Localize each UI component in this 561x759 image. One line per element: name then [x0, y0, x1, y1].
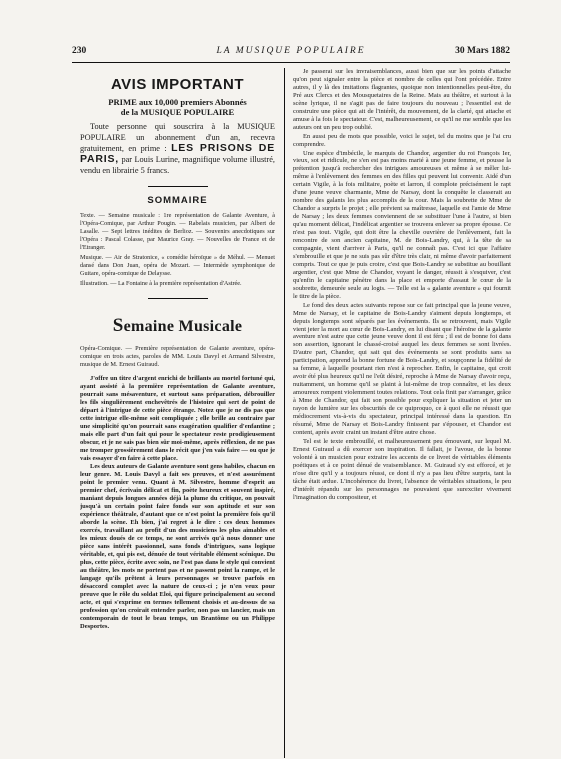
section-rule: [148, 186, 208, 187]
sommaire-texte: Texte. — Semaine musicale : 1re représentation de Galante Aventure, à l'Opéra-Comique, par Arthur Pougin. — Rabelais musicien, par Albert de Lasalle. — Sept lettres inédites de Berlioz. — Souvenirs anecdotiques sur l'Opéra : Pascal Colasse, par Maurice Gray. — Nouvelles de France et de l'Etranger.: [80, 212, 275, 251]
paragraph: Le fond des deux actes suivants repose sur ce fait principal que la jeune veuve, Mme de Narsay, et le capitaine de Bois-Landry s'aiment depuis longtemps, et depuis longtemps sont séparés par les événements. Ils se retrouvent, mais Vigile vient jeter la mort au cœur de Bois-Landry, en lui disant que l'héroïne de la galante aventure n'est autre que cette jeune veuve dont il est féru ; il est de bonne foi dans son assertion, ignorant le chassé-croisé auquel les deux femmes se sont livrées. D'autre part, Chandor, qui sait qui des événements se sont produits sans sa participation, apprend la bonne fortune de Bois-Landry, et soupçonne la fidélité de sa femme, à laquelle pourtant rien n'est à reprocher. Enfin, le capitaine, qui croit avoir été plus heureux qu'il ne l'eût désiré, reproche à Mme de Narsay d'avoir reçu, nuitamment, un homme qu'il se plaint à lui-même de trop connaître, et les deux amoureux rompent violemment toutes relations. Tout cela finit par s'arranger, grâce à Mme de Chandor, qui fait son possible pour expliquer la situation et jeter un rayon de lumière sur les obscurités de ce quiproquo, ce à quoi elle ne réussit que médiocrement vis-à-vis du spectateur, principal intéressé dans la question. En résumé, Mme de Narsay et Bois-Landry finissent par s'épouser, et Chandor est content, après avoir craint un instant d'être autre chose.: [293, 301, 511, 436]
sommaire-musique: Musique. — Air de Stratonice, « comédie héroïque » de Méhul. — Menuet dansé dans Don Juan, opéra de Mozart. — Intermède symphonique de Guitare, opéra-comique de Delaysse.: [80, 254, 275, 277]
header-rule: [72, 62, 510, 63]
paragraph: Tel est le texte embrouillé, et malheureusement peu émouvant, sur lequel M. Ernest Guiraud a dû exercer son inspiration. Il fallait, je l'avoue, de la bonne volonté à un musicien pour extraire les accents de ce livret de véritables éléments poétiques et à ce point dénué de vraisemblance. M. Guiraud s'y est efforcé, et je n'ose dire qu'il y a toujours réussi, ce dont il n'y a pas lieu d'être surpris, tant la tâche était ardue. L'incohérence du livret, l'absence de véritables situations, le peu d'intérêt répandu sur les personnages ne pouvaient que surexciter vivement l'imagination du compositeur, et: [293, 437, 511, 501]
section-rule-2: [148, 298, 208, 299]
right-column: [293, 68, 511, 758]
paragraph: Je passerai sur les invraisemblances, aussi bien que sur les points d'attache qu'on peut signaler entre la pièce et nombre de celles qui l'ont précédée. Entre autres, il y là des imitations flagrantes, quoique non intentionnelles peut-être, du Pré aux Clercs et des Mousquetaires de la Reine. Mais au théâtre, et surtout à la scène lyrique, il ne s'agit pas de faire toujours du nouveau ; l'essentiel est de construire une pièce qui ait de l'intérêt, du mouvement, de la clarté, qui attache et amuse à la fois le spectateur. C'est, malheureusement, ce qu'il ne me semble que les auteurs ont un peu trop oublié.: [293, 68, 511, 131]
paragraph: En aussi peu de mots que possible, voici le sujet, tel du moins que je l'ai cru comprendre.: [293, 132, 511, 148]
sommaire-block: [80, 212, 275, 288]
journal-title: LA MUSIQUE POPULAIRE: [216, 46, 366, 56]
paragraph: J'offre un titre d'argent enrichi de brillants au mortel fortuné qui, ayant assisté à la première représentation de Galante aventure, pourrait sans mésaventure, et surtout sans préparation, débrouiller les fils singulièrement enchevêtrés de l'histoire qui sert de point de départ à l'intrigue de cette pièce étrange. Notez que je ne dis pas que cette intrigue elle-même soit compliquée ; elle brille au contraire par une simplicité qu'on pourrait sans exagération qualifier d'enfantine ; mais elle part d'un fait qui pour le spectateur reste prodigieusement obscur, et je ne sais pas bien sûr moi-même, après réflexion, de ne pas me tromper grossièrement dans le récit que j'en vais faire — ou que je vais essayer d'en faire à cette place.: [80, 375, 275, 462]
sommaire-illustration: Illustration. — La Fontaine à la première représentation d'Astrée.: [80, 280, 242, 287]
paragraph: Une espèce d'imbécile, le marquis de Chandor, argentier du roi François Ier, vieux, sot et ridicule, ne s'en est pas moins marié à une jeune femme, et pousse la prétention jusqu'à rechercher des intrigues amoureuses et même à se mêler lui-même à l'enlèvement des femmes en des filles qui peuvent lui convenir. Aidé d'un certain Vigile, à la fois militaire, poète et larron, il complote précisément le rapt d'une jeune veuve charmante, Mme de Narsay, dont la conquête le classerait au nombre des galants les plus accomplis de la cour. Mais la soubrette de Mme de Chandor a surpris le projet ; elle prévient sa maîtresse, laquelle est l'amie de Mme de Narsay ; les deux femmes conviennent de se substituer l'une à l'autre, si bien qu'au moment délicat, l'indélicat argentier se trouvera enlever sa propre épouse. Ce n'est pas tout. Vigile, qui doit être la cheville ouvrière de l'enlèvement, fait la rencontre de son ancien capitaine, M. de Bois-Landry, qui, à la tête de sa compagnie, vient d'arriver à Paris, qu'il ne connaît pas. C'est ici que l'affaire s'embrouille et que je ne suis pas sûr d'être très clair, ni même d'avoir parfaitement compris. Tout ce que je puis croire, c'est que Bois-Landry se substitue au bouillant argentier, c'est que Mme de Chandor, voyant le danger, réussit à s'esquiver, c'est qu'enfin le capitaine pénètre dans la place et emporte d'assaut le cœur de la soubrette, demeurée seule au logis. — Telle est la « galante aventure » qui fournit le titre de la pièce.: [293, 149, 511, 300]
prime-line-2: de la MUSIQUE POPULAIRE: [120, 107, 235, 117]
column-divider: [284, 68, 285, 758]
prime-line-1: PRIME aux 10,000 premiers Abonnés: [108, 97, 247, 107]
issue-date: 30 Mars 1882: [455, 46, 510, 56]
paragraph: Les deux auteurs de Galante aventure sont gens habiles, chacun en leur genre. M. Louis Davyl a fait ses preuves, et n'est assurément point le premier venu. Quant à M. Silvestre, homme d'esprit au premier chef, écrivain délicat et fin, poète heureux et souvent inspiré, maniant depuis longues années déjà la plume du critique, on pouvait jusqu'à un certain point faire fonds sur son aptitude et sur son expérience théâtrale, d'autant que ce n'est point la première fois qu'il aborde la scène. Eh bien, j'ai regret à le dire : ces deux hommes exercés, travaillant au profit d'un des musiciens les plus aimables et les mieux doués de ce temps, ne sont arrivés qu'à nous donner une pièce sans intérêt passionnel, sans fonds d'intrigues, sans logique véritable, et, qui pis est, dénuée de tout véritable élément scénique. Du plus, cette pièce, écrite avec soin, ne l'est pas dans le style qui convient au théâtre, les mots ne portent pas et ne passent point la rampe, et le langage qu'ils prêtent à leurs personnages se trouve parfois en désaccord complet avec la nature de ceux-ci ; je n'en veux pour preuve que le rôle du soldat Eloi, qui figure principalement au second acte, et qui s'exprime en termes tellement choisis et au-dessus de sa profession qu'on croirait entendre parler, non pas un lancier, mais un contemporain de tout le beau temps, un Brantôme ou un Philippe Desportes.: [80, 463, 275, 630]
article-body-left: [80, 375, 275, 631]
book-title: LES PRISONS DE PARIS,: [80, 142, 275, 165]
page-header: [72, 46, 510, 60]
sommaire-heading: SOMMAIRE: [147, 195, 208, 206]
semaine-intro: Opéra-Comique. — Première représentation de Galante aventure, opéra-comique en trois actes, paroles de MM. Louis Davyl et Armand Silvestre, musique de M. Ernest Guiraud.: [80, 345, 275, 368]
avis-text-end: par Louis Lurine, magnifique volume illustré, vendu en librairie 5 francs.: [80, 155, 275, 175]
avis-heading: AVIS IMPORTANT: [110, 76, 245, 93]
page-number: 230: [72, 46, 87, 56]
semaine-heading: Semaine Musicale: [112, 315, 243, 336]
avis-text: [80, 121, 275, 176]
left-column: [80, 68, 275, 758]
article-body-right: [293, 68, 511, 501]
avis-text-start: Toute personne qui souscrira à la MUSIQUE POPULAIRE un abonnement d'un an, recevra gratuitement, en prime :: [80, 122, 275, 153]
